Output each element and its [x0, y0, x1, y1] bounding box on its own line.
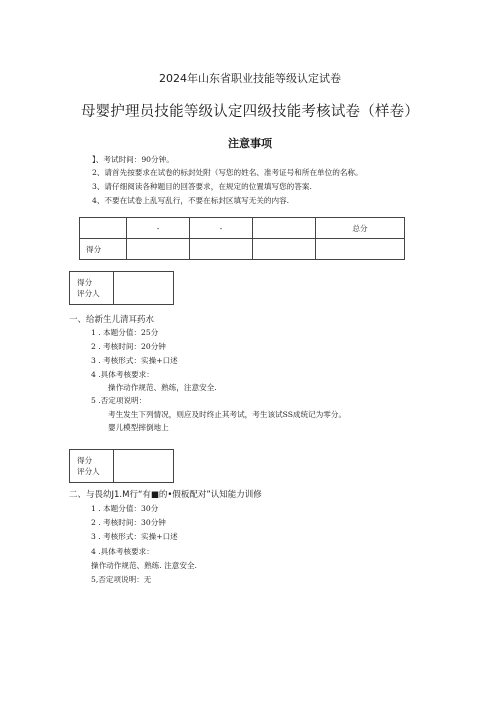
section-item: 考生发生下列情况，则应及时终止其考试，考生该试SS成统记为零分。	[108, 410, 347, 419]
grader-box-entry[interactable]	[114, 450, 173, 482]
section-item: 3 . 考核形式：实操+口述	[91, 356, 178, 365]
score-table-header-cell	[80, 218, 127, 239]
notice-item: 3、请仔细阅读各种题目的回答要求，在规定的位置填写您的答案.	[92, 182, 312, 191]
section-item: 2 . 考核时间：20分钟	[91, 342, 166, 351]
score-cell[interactable]	[316, 239, 405, 260]
main-title: 母婴护理员技能等级认定四级技能考核试卷（样卷）	[80, 104, 420, 120]
section-item: 1 . 本题分值：25分	[91, 328, 159, 337]
grader-label: 评分人	[77, 467, 100, 476]
score-label: 得分	[77, 456, 93, 465]
grader-box-labels	[70, 450, 114, 482]
score-table-header-cell: -	[190, 218, 253, 239]
notice-item: 2、请首先按要求在试卷的标封处附（写您的姓名、准考证号和所在单位的名称。	[92, 168, 363, 177]
grader-box	[69, 449, 174, 483]
notice-item: 4、不要在试卷上乱写乱行，不要在标封区填写无关的内容.	[92, 196, 290, 205]
score-cell[interactable]	[190, 239, 253, 260]
section-item: 5 .否定项说明：	[91, 396, 147, 405]
score-table-score-row	[80, 239, 405, 260]
score-table-header-row	[80, 218, 405, 239]
section-title: 一、给新生儿清耳药水	[69, 315, 155, 325]
notice-heading: 注意事项	[228, 137, 272, 150]
section-item: 1 . 本题分值：30分	[91, 504, 159, 513]
grader-box-entry[interactable]	[114, 272, 173, 304]
section-item: 婴儿模型摔倒地上	[108, 423, 169, 432]
section-item: 2 . 考核时间：30分钟	[91, 518, 166, 527]
score-label: 得分	[77, 278, 93, 287]
exam-title: 2024年山东省职业技能等级认定试卷	[159, 72, 341, 85]
section-item: 5,否定项说明：无	[91, 575, 152, 584]
section-item: 3 . 考核形式：实操+口述	[91, 532, 178, 541]
score-row-label: 得分	[80, 239, 127, 260]
grader-label: 评分人	[77, 289, 100, 298]
score-table-header-cell: 总分	[316, 218, 405, 239]
score-table-header-cell: -	[127, 218, 190, 239]
section-item: 4 .具体考核要求：	[91, 547, 154, 556]
score-table-header-cell	[253, 218, 316, 239]
score-cell[interactable]	[127, 239, 190, 260]
section-item: 操作动作规范、熟练. 注意安全.	[91, 561, 197, 570]
grader-box-labels	[70, 272, 114, 304]
notice-item: 】、考试时间：90分钟。	[92, 155, 174, 164]
section-title: 二、与畏幼J1.M行“有■的•假板配对”认知能力训修	[69, 490, 262, 500]
section-item: 操作动作规范、熟练，注意安全.	[108, 383, 217, 392]
score-table	[79, 217, 405, 260]
section-item: 4 .具体考核要求：	[91, 370, 154, 379]
score-cell[interactable]	[253, 239, 316, 260]
grader-box	[69, 271, 174, 305]
